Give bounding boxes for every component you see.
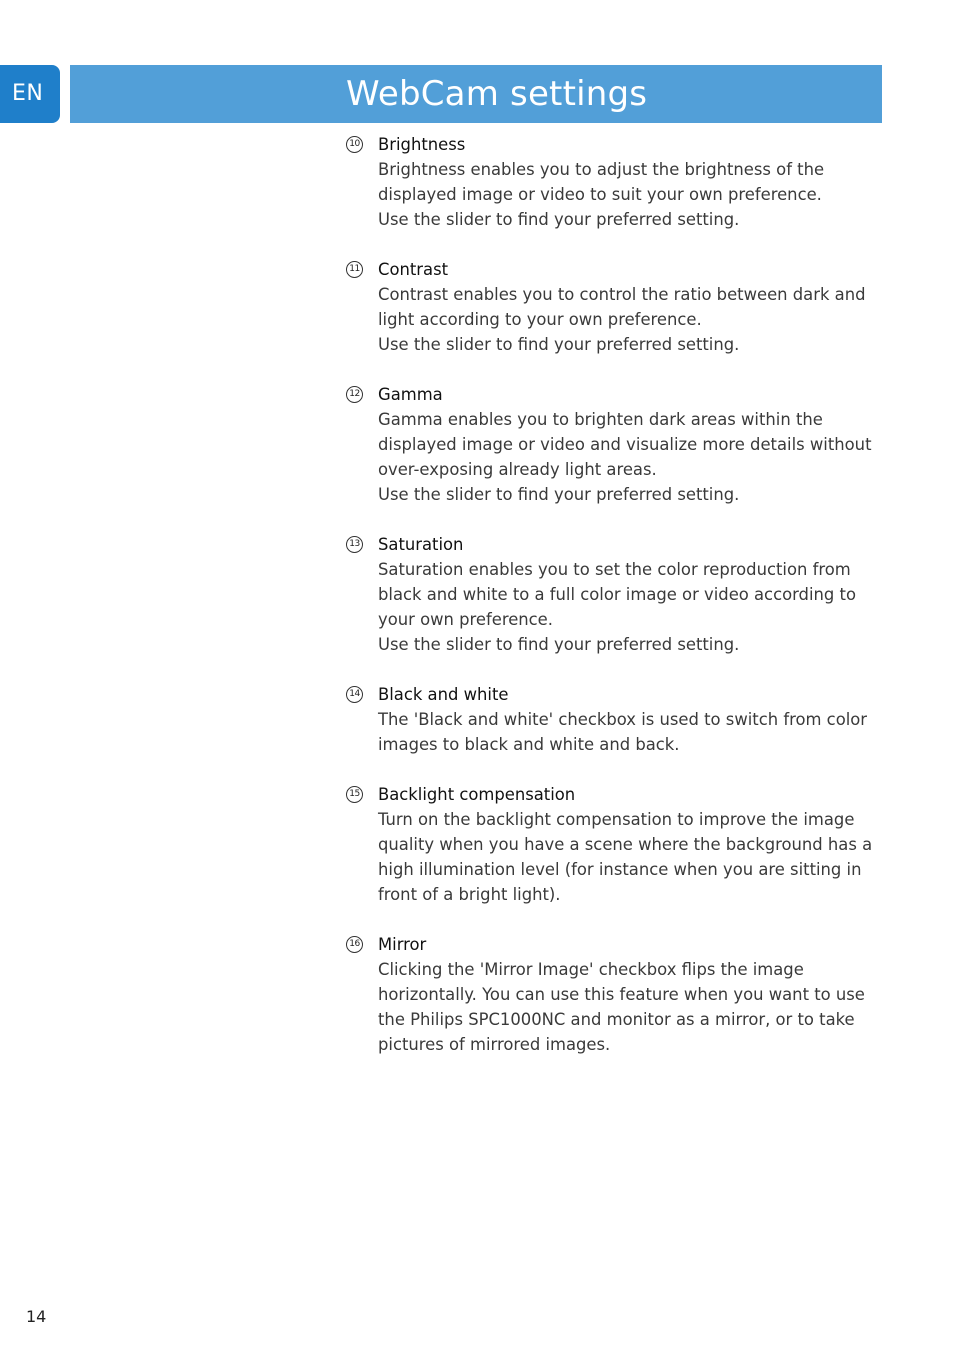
section-body-line: Turn on the backlight compensation to improve the image [378, 810, 855, 829]
section-heading: Saturation [378, 535, 464, 554]
section-body-line: Use the slider to find your preferred setting. [378, 335, 740, 354]
section-heading: Contrast [378, 260, 449, 279]
setting-section-contrast [346, 257, 876, 357]
section-body-line: Use the slider to find your preferred setting. [378, 635, 740, 654]
section-body-line: front of a bright light). [378, 885, 561, 904]
section-body-line: light according to your own preference. [378, 310, 702, 329]
section-body-line: the Philips SPC1000NC and monitor as a mirror, or to take [378, 1010, 855, 1029]
section-body-line: Brightness enables you to adjust the brightness of the [378, 160, 825, 179]
section-body-line: images to black and white and back. [378, 735, 680, 754]
circled-number: 14 [346, 686, 363, 703]
circled-number: 10 [346, 136, 363, 153]
section-body-line: Contrast enables you to control the ratio between dark and [378, 285, 866, 304]
title-bar [70, 65, 882, 123]
setting-section-brightness [346, 132, 876, 232]
section-body-line: Clicking the 'Mirror Image' checkbox flips the image [378, 960, 804, 979]
settings-list [346, 132, 876, 1082]
section-body-line: over-exposing already light areas. [378, 460, 657, 479]
circled-number: 11 [346, 261, 363, 278]
setting-section-black-and-white [346, 682, 876, 757]
circled-number: 13 [346, 536, 363, 553]
page-title: WebCam settings [346, 74, 648, 114]
section-body-line: displayed image or video to suit your own preference. [378, 185, 822, 204]
circled-number: 15 [346, 786, 363, 803]
section-body-line: horizontally. You can use this feature when you want to use [378, 985, 865, 1004]
section-heading: Brightness [378, 135, 466, 154]
setting-section-mirror [346, 932, 876, 1057]
section-body-line: high illumination level (for instance when you are sitting in [378, 860, 862, 879]
language-tab: EN [0, 65, 60, 123]
setting-section-gamma [346, 382, 876, 507]
section-heading: Gamma [378, 385, 443, 404]
circled-number: 16 [346, 936, 363, 953]
section-body-line: quality when you have a scene where the background has a [378, 835, 873, 854]
section-heading: Black and white [378, 685, 509, 704]
section-body-line: The 'Black and white' checkbox is used to switch from color [378, 710, 868, 729]
section-body-line: pictures of mirrored images. [378, 1035, 611, 1054]
setting-section-saturation [346, 532, 876, 657]
section-body-line: Use the slider to find your preferred setting. [378, 485, 740, 504]
section-heading: Backlight compensation [378, 785, 576, 804]
page-number: 14 [26, 1307, 47, 1326]
circled-number: 12 [346, 386, 363, 403]
section-body-line: displayed image or video and visualize more details without [378, 435, 872, 454]
section-body-line: Use the slider to find your preferred setting. [378, 210, 740, 229]
setting-section-backlight-compensation [346, 782, 876, 907]
section-body-line: Saturation enables you to set the color reproduction from [378, 560, 851, 579]
section-body-line: black and white to a full color image or video according to [378, 585, 856, 604]
section-body-line: your own preference. [378, 610, 553, 629]
section-heading: Mirror [378, 935, 427, 954]
section-body-line: Gamma enables you to brighten dark areas within the [378, 410, 823, 429]
